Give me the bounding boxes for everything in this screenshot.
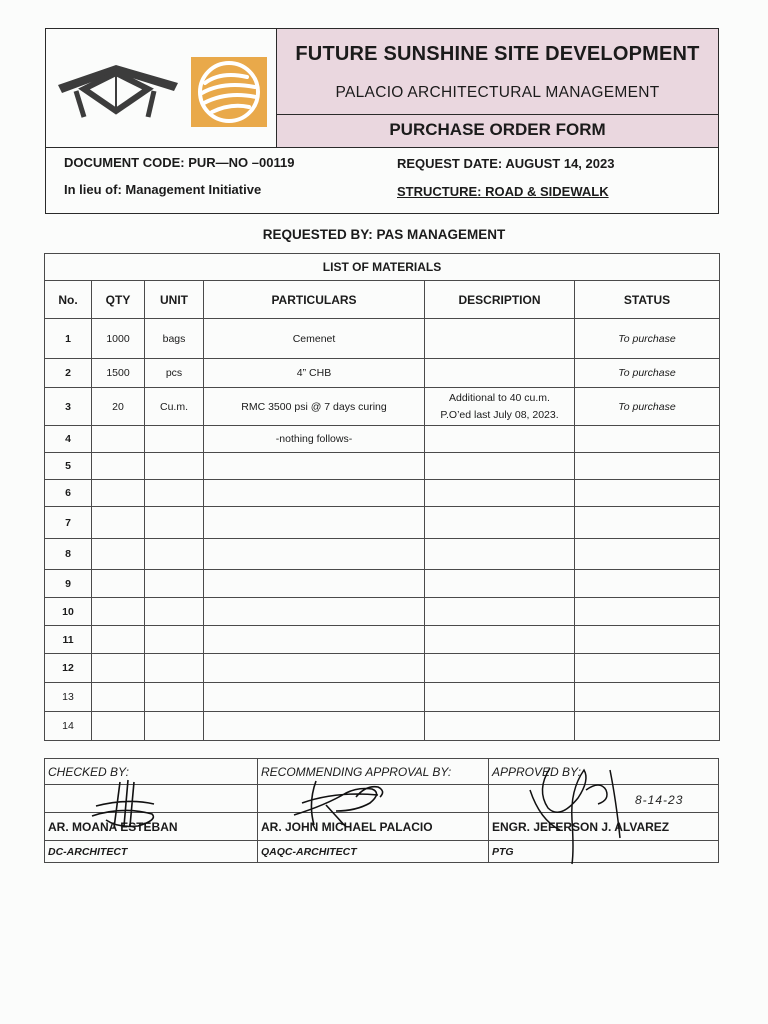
row-status	[575, 453, 720, 480]
row-qty	[92, 570, 145, 598]
row-unit	[145, 598, 204, 626]
row-status: To purchase	[575, 319, 720, 359]
table-row	[45, 453, 720, 480]
row-description	[425, 480, 575, 507]
header-qty: QTY	[92, 281, 145, 319]
row-qty	[92, 683, 145, 712]
checked-by-name: AR. MOANA ESTEBAN	[45, 813, 258, 841]
document-code: DOCUMENT CODE: PUR—NO –00119	[64, 155, 295, 170]
table-row	[45, 539, 720, 570]
sun-globe-logo-icon	[191, 57, 267, 127]
row-unit	[145, 683, 204, 712]
requested-by: REQUESTED BY: PAS MANAGEMENT	[262, 227, 506, 242]
row-qty	[92, 626, 145, 654]
checked-signature-space	[45, 785, 258, 813]
row-no: 12	[45, 654, 92, 683]
row-qty: 20	[92, 388, 145, 426]
header-particulars: PARTICULARS	[204, 281, 425, 319]
row-qty	[92, 507, 145, 539]
row-qty: 1500	[92, 359, 145, 388]
row-unit	[145, 507, 204, 539]
row-unit	[145, 426, 204, 453]
signature-table	[44, 758, 719, 863]
document-header	[45, 28, 719, 214]
approved-by-role: PTG	[489, 841, 719, 863]
row-particulars	[204, 683, 425, 712]
row-no: 13	[45, 683, 92, 712]
row-status	[575, 712, 720, 741]
signature-label-row	[45, 759, 719, 785]
row-description	[425, 453, 575, 480]
approved-by-label: APPROVED BY:	[489, 759, 719, 785]
row-description	[425, 507, 575, 539]
row-particulars	[204, 626, 425, 654]
header-status: STATUS	[575, 281, 720, 319]
table-row	[45, 598, 720, 626]
row-description	[425, 654, 575, 683]
row-qty	[92, 539, 145, 570]
table-row	[45, 359, 720, 388]
row-particulars: 4” CHB	[204, 359, 425, 388]
row-description	[425, 359, 575, 388]
row-no: 3	[45, 388, 92, 426]
row-no: 5	[45, 453, 92, 480]
table-header-row	[45, 281, 720, 319]
in-lieu-of: In lieu of: Management Initiative	[64, 182, 262, 197]
row-description	[425, 683, 575, 712]
row-status	[575, 539, 720, 570]
row-qty: 1000	[92, 319, 145, 359]
table-row	[45, 426, 720, 453]
row-unit	[145, 654, 204, 683]
row-particulars: RMC 3500 psi @ 7 days curing	[204, 388, 425, 426]
form-title: PURCHASE ORDER FORM	[389, 120, 606, 139]
row-no: 6	[45, 480, 92, 507]
row-status: To purchase	[575, 359, 720, 388]
recommending-signature-space	[258, 785, 489, 813]
table-row	[45, 480, 720, 507]
recommending-role: QAQC-ARCHITECT	[258, 841, 489, 863]
row-particulars: Cemenet	[204, 319, 425, 359]
table-row	[45, 654, 720, 683]
company-title: FUTURE SUNSHINE SITE DEVELOPMENT	[295, 43, 700, 65]
table-caption-row	[45, 254, 720, 281]
row-status	[575, 426, 720, 453]
recommending-name: AR. JOHN MICHAEL PALACIO	[258, 813, 489, 841]
row-no: 2	[45, 359, 92, 388]
approved-signature-space	[489, 785, 719, 813]
row-unit: bags	[145, 319, 204, 359]
table-row	[45, 626, 720, 654]
row-no: 9	[45, 570, 92, 598]
table-row	[45, 570, 720, 598]
row-particulars	[204, 507, 425, 539]
row-no: 10	[45, 598, 92, 626]
row-qty	[92, 453, 145, 480]
row-status	[575, 570, 720, 598]
header-no: No.	[45, 281, 92, 319]
row-no: 11	[45, 626, 92, 654]
approved-by-name: ENGR. JEFERSON J. ALVAREZ	[489, 813, 719, 841]
table-row	[45, 319, 720, 359]
row-particulars	[204, 712, 425, 741]
roof-logo-icon	[54, 61, 184, 121]
row-description	[425, 712, 575, 741]
header-divider	[46, 147, 718, 148]
row-status	[575, 654, 720, 683]
row-particulars	[204, 453, 425, 480]
row-unit	[145, 539, 204, 570]
row-unit	[145, 626, 204, 654]
row-description	[425, 626, 575, 654]
row-description	[425, 426, 575, 453]
row-unit: Cu.m.	[145, 388, 204, 426]
row-description	[425, 598, 575, 626]
row-description-line-1: Additional to 40 cu.m.	[449, 391, 550, 404]
row-no: 7	[45, 507, 92, 539]
title-divider	[277, 114, 718, 115]
row-unit	[145, 480, 204, 507]
row-unit: pcs	[145, 359, 204, 388]
row-particulars	[204, 570, 425, 598]
structure: STRUCTURE: ROAD & SIDEWALK	[397, 184, 609, 199]
row-no: 4	[45, 426, 92, 453]
row-status: To purchase	[575, 388, 720, 426]
table-row	[45, 712, 720, 741]
checked-by-role: DC-ARCHITECT	[45, 841, 258, 863]
row-description	[425, 570, 575, 598]
table-row	[45, 388, 720, 426]
header-description: DESCRIPTION	[425, 281, 575, 319]
row-status	[575, 507, 720, 539]
approval-date-handwritten: 8-14-23	[635, 793, 684, 807]
row-description	[425, 319, 575, 359]
row-no: 8	[45, 539, 92, 570]
row-particulars	[204, 598, 425, 626]
materials-table	[44, 253, 720, 741]
row-particulars: -nothing follows-	[204, 426, 425, 453]
row-description	[425, 388, 575, 426]
row-qty	[92, 598, 145, 626]
row-unit	[145, 712, 204, 741]
row-status	[575, 683, 720, 712]
row-no: 1	[45, 319, 92, 359]
signature-space-row	[45, 785, 719, 813]
header-unit: UNIT	[145, 281, 204, 319]
row-qty	[92, 712, 145, 741]
title-band	[276, 29, 718, 147]
table-row	[45, 683, 720, 712]
row-particulars	[204, 654, 425, 683]
signature-role-row	[45, 841, 719, 863]
firm-name: PALACIO ARCHITECTURAL MANAGEMENT	[335, 84, 660, 101]
signature-name-row	[45, 813, 719, 841]
row-status	[575, 626, 720, 654]
row-qty	[92, 426, 145, 453]
row-particulars	[204, 480, 425, 507]
row-description-line-2: P.O’ed last July 08, 2023.	[440, 408, 559, 421]
row-unit	[145, 453, 204, 480]
row-particulars	[204, 539, 425, 570]
recommending-label: RECOMMENDING APPROVAL BY:	[258, 759, 489, 785]
row-qty	[92, 480, 145, 507]
request-date: REQUEST DATE: AUGUST 14, 2023	[397, 156, 615, 171]
table-row	[45, 507, 720, 539]
row-status	[575, 480, 720, 507]
row-qty	[92, 654, 145, 683]
row-no: 14	[45, 712, 92, 741]
row-status	[575, 598, 720, 626]
row-description	[425, 539, 575, 570]
logo-area	[46, 29, 276, 147]
checked-by-label: CHECKED BY:	[45, 759, 258, 785]
row-unit	[145, 570, 204, 598]
table-caption: LIST OF MATERIALS	[45, 254, 720, 281]
